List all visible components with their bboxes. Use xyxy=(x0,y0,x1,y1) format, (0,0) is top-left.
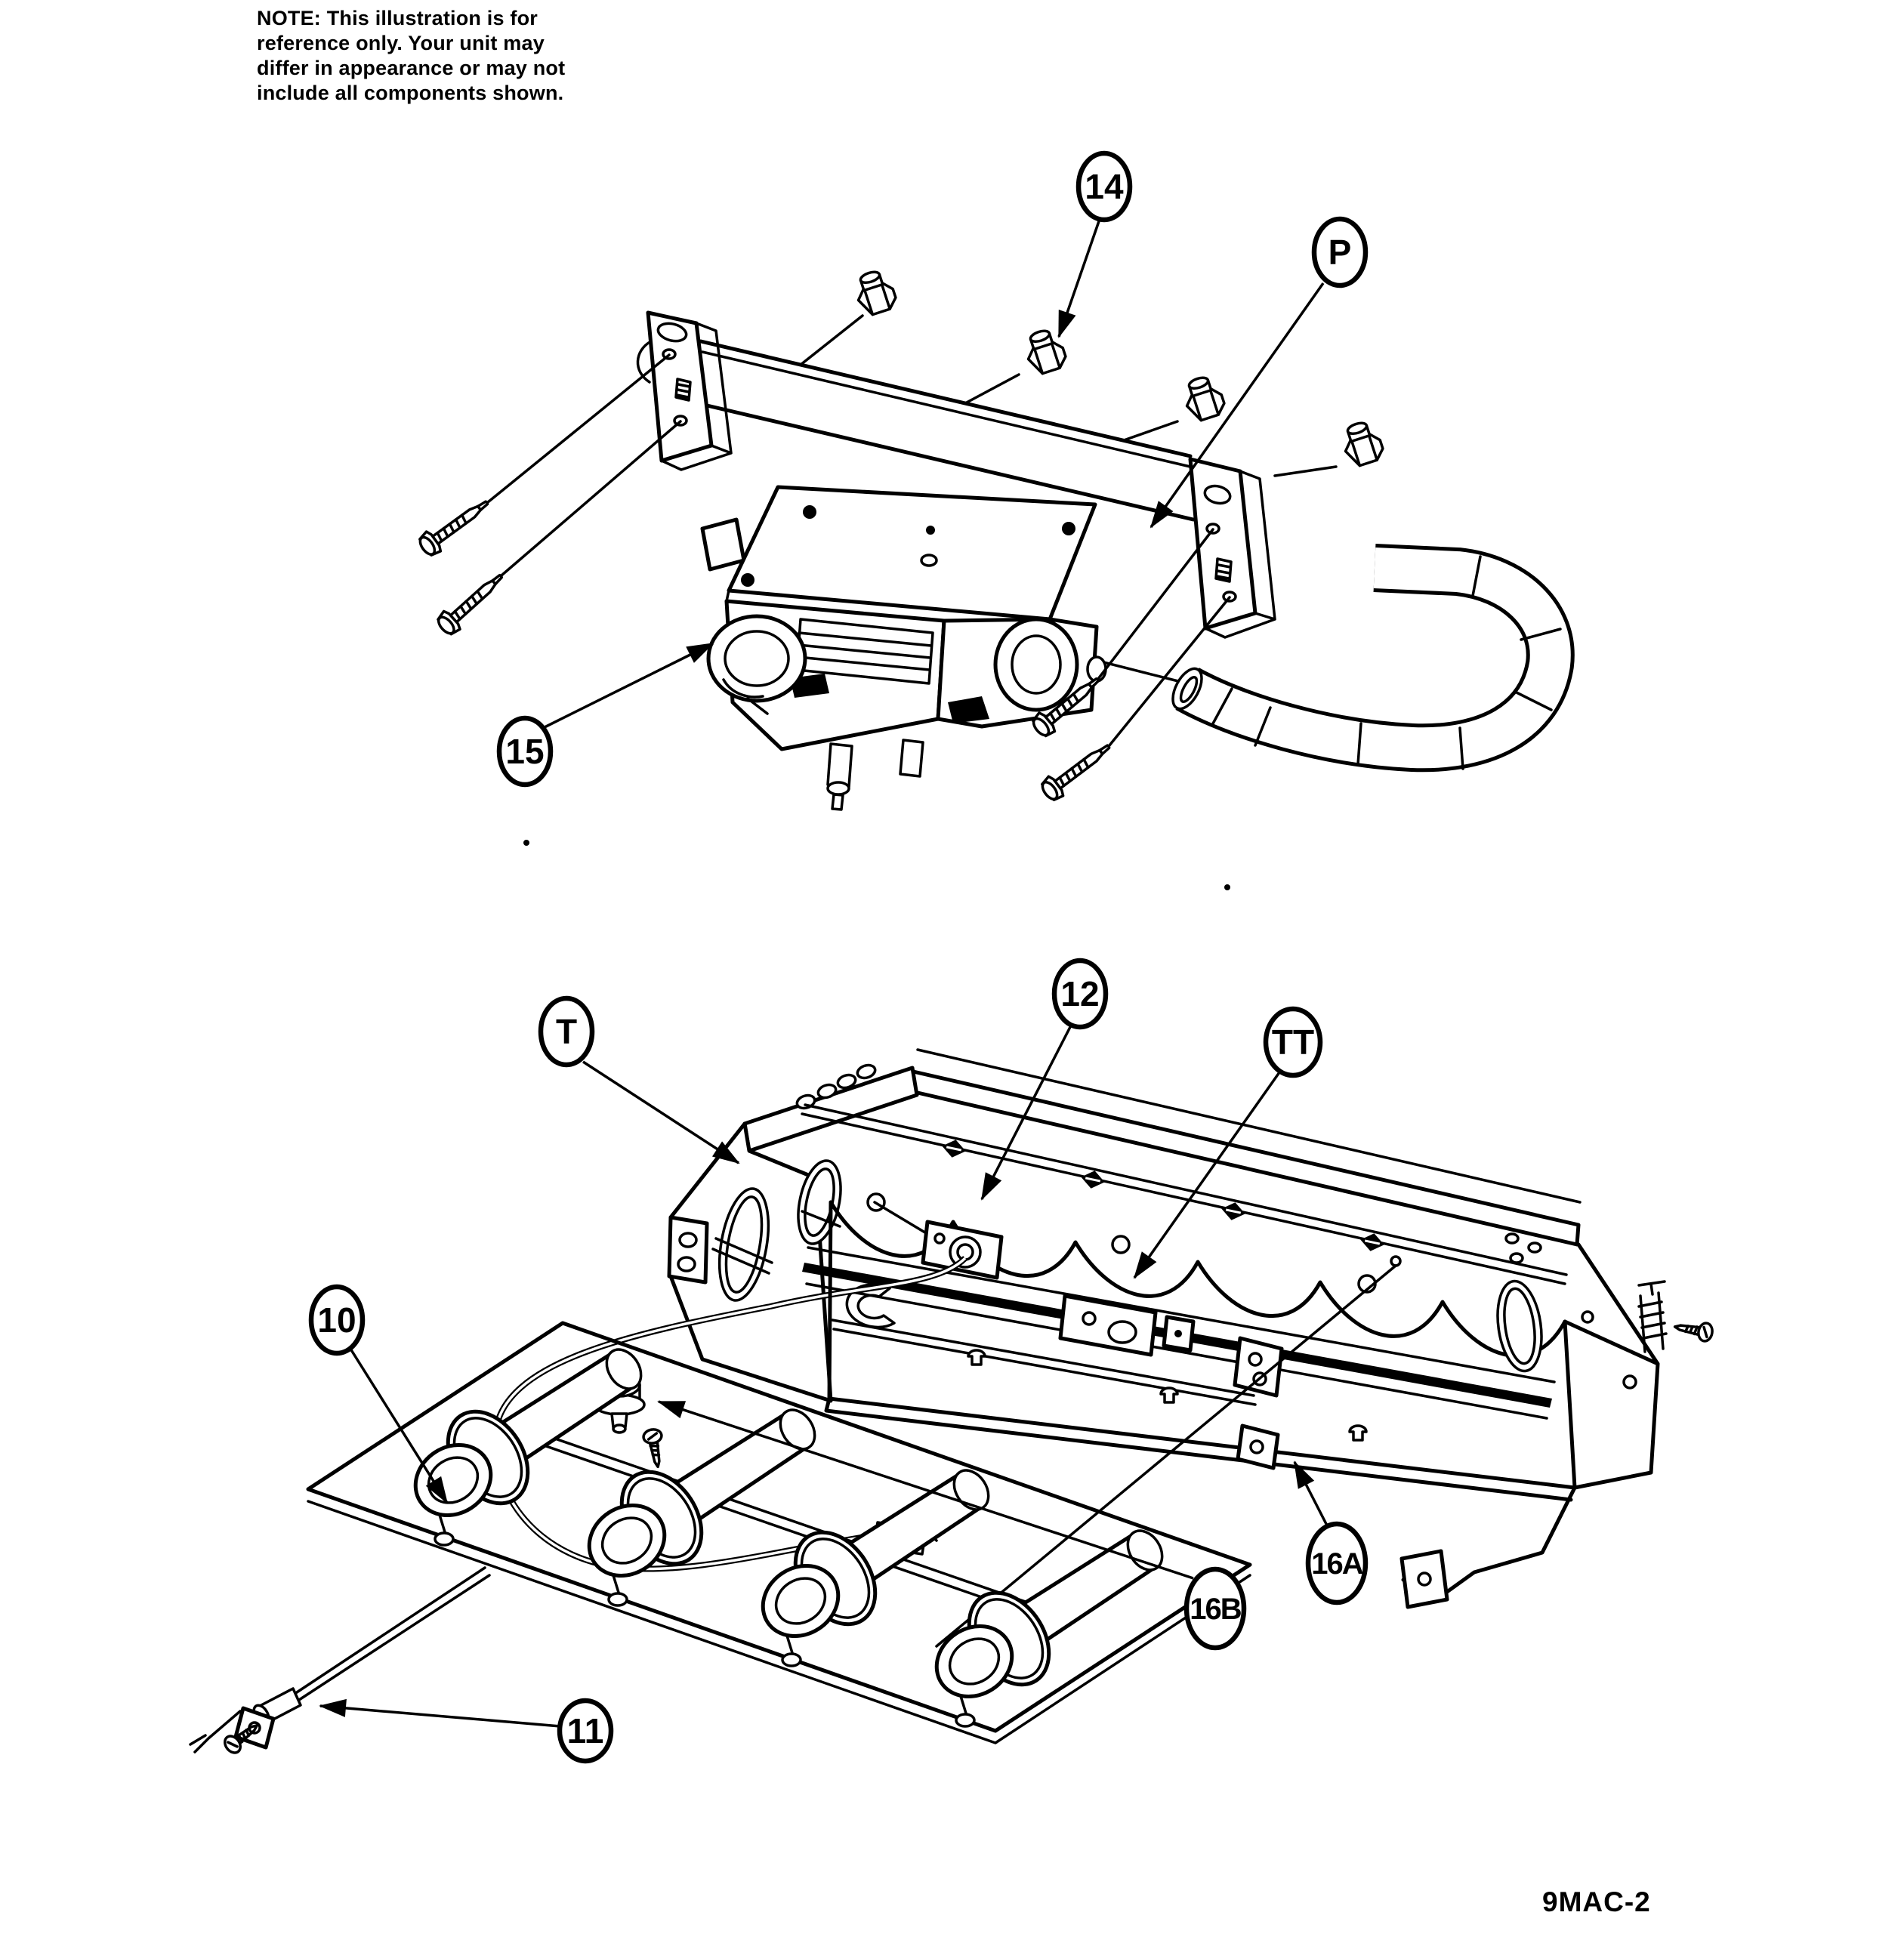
callout-T-label: T xyxy=(555,1012,578,1051)
callout-10-leader xyxy=(350,1349,447,1503)
stray-dot-2 xyxy=(1224,884,1230,890)
right-mounting-bracket xyxy=(1190,459,1275,637)
callout-16A-label: 16A xyxy=(1311,1547,1362,1581)
callout-T-leader xyxy=(583,1062,739,1163)
note-line-2: reference only. Your unit may xyxy=(257,31,545,54)
top-flange xyxy=(745,1063,917,1151)
valve-knob xyxy=(708,616,805,701)
orifice-fitting-3 xyxy=(1180,373,1227,423)
left-bottom-tab xyxy=(669,1217,707,1282)
callout-15-label: 15 xyxy=(505,732,545,771)
orifice-fitting-2 xyxy=(1021,326,1068,376)
callout-10 xyxy=(311,1287,447,1503)
callout-16A xyxy=(1295,1462,1366,1602)
callout-11-label: 11 xyxy=(566,1711,604,1750)
note-line-1: NOTE: This illustration is for xyxy=(257,7,538,29)
bolt-1 xyxy=(416,493,494,559)
callout-15 xyxy=(499,643,713,785)
gas-valve-assembly-figure xyxy=(416,267,1560,890)
valve-outlet-boss xyxy=(995,619,1077,710)
box-left-panel xyxy=(669,1124,847,1401)
bolt-2 xyxy=(434,567,509,638)
callout-TT-leader xyxy=(1134,1072,1279,1278)
box-back-rails xyxy=(908,1050,1580,1263)
callout-P xyxy=(1151,219,1366,527)
burner-box-figure xyxy=(190,1050,1714,1756)
callout-T xyxy=(541,998,739,1163)
bolt-4 xyxy=(1038,737,1116,803)
vent-fitting xyxy=(1639,1282,1714,1352)
callout-11 xyxy=(320,1701,611,1761)
sensor-screw xyxy=(643,1428,667,1468)
callout-TT-label: TT xyxy=(1271,1022,1315,1062)
callout-14-leader xyxy=(1059,221,1099,337)
stray-dot-1 xyxy=(523,840,529,846)
end-screw xyxy=(1674,1318,1714,1342)
orifice-fitting-4 xyxy=(1338,418,1385,468)
page-code: 9MAC-2 xyxy=(1542,1886,1651,1917)
note-line-3: differ in appearance or may not xyxy=(257,56,566,79)
callout-12-label: 12 xyxy=(1060,974,1100,1013)
note-line-4: include all components shown. xyxy=(257,81,564,104)
callout-10-label: 10 xyxy=(317,1300,356,1340)
callout-16B-label: 16B xyxy=(1190,1593,1241,1626)
callout-15-leader xyxy=(543,643,713,728)
orifice-fitting-1 xyxy=(851,267,898,317)
igniter xyxy=(190,1568,489,1756)
callout-12 xyxy=(982,961,1106,1199)
callout-14 xyxy=(1059,153,1130,337)
gas-valve xyxy=(702,487,1106,810)
callout-11-leader xyxy=(320,1706,560,1726)
callout-14-label: 14 xyxy=(1085,167,1124,206)
callout-P-label: P xyxy=(1328,233,1352,272)
